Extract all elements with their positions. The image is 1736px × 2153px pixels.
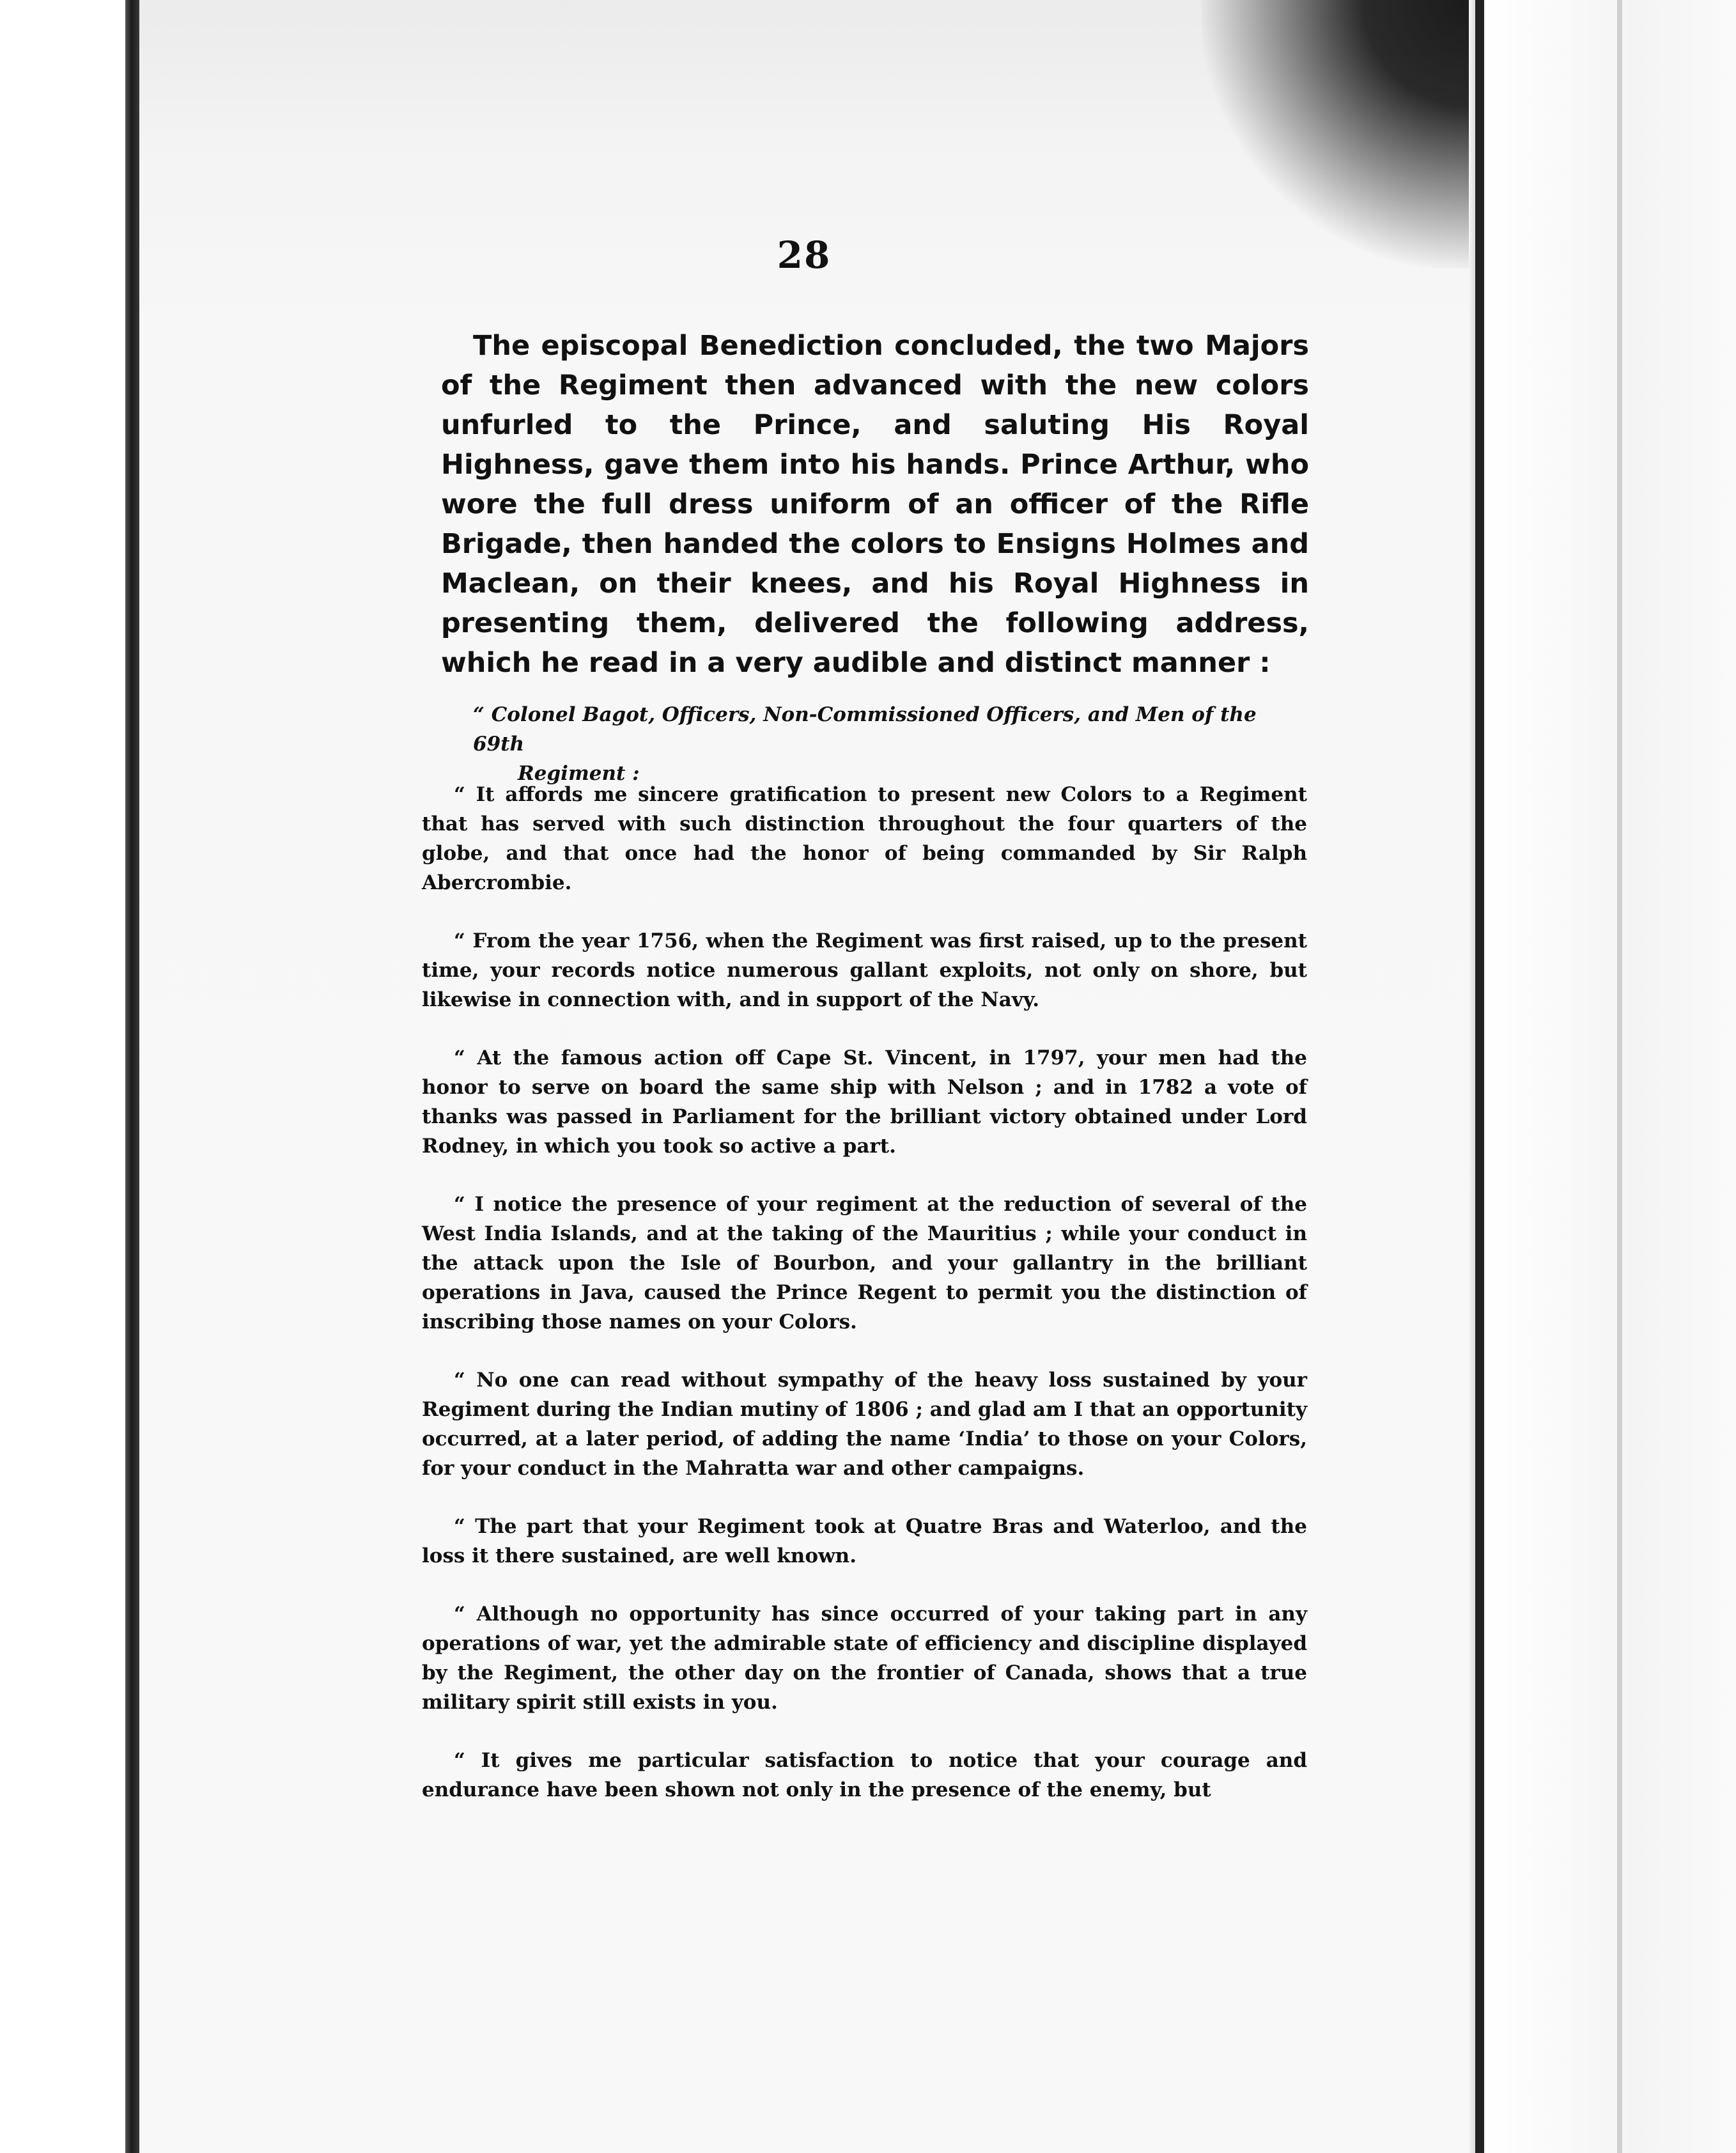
page-number: 28 (777, 233, 832, 277)
right-binding-edge (1475, 0, 1484, 2153)
address-paragraph: “ From the year 1756, when the Regiment was first raised, up to the present time, your records notice numerous gallant exploits, not only on shore, but likewise in connection with, and in support of the Navy. (422, 929, 1307, 1011)
address-paragraph: “ At the famous action off Cape St. Vincent, in 1797, your men had the honor to serve on board the same ship with Nelson ; and in 1782 a vote of thanks was passed in Parliament for the brilliant victory obtained under Lord Rodney, in which you took so active a part. (422, 1046, 1307, 1158)
salutation-line-2: Regiment : (518, 762, 640, 785)
address-paragraph: “ I notice the presence of your regiment at the reduction of several of the West India Islands, and at the taking of the Mauritius ; while your conduct in the attack upon the Isle of Bourbon, and your gallantry in the brilliant operations in Java, caused the Prince Regent to permit you the distinction of inscribing those names on your Colors. (422, 1193, 1307, 1333)
page-corner-shadow (1202, 0, 1470, 268)
right-page-edge-line (1617, 0, 1622, 2153)
address-paragraph: “ Although no opportunity has since occurred of your taking part in any operations of war, yet the admirable state of efficiency and discipline displayed by the Regiment, the other day on the frontier of Canada, shows that a true military spirit still exists in you. (422, 1603, 1307, 1714)
right-margin (1484, 0, 1736, 2153)
address-paragraph: “ No one can read without sympathy of the heavy loss sustained by your Regiment during the Indian mutiny of 1806 ; and glad am I that an opportunity occurred, at a later period, of adding the name ‘India’ to those on your Colors, for your conduct in the Mahratta war and other campaigns. (422, 1369, 1307, 1480)
address-paragraph: “ It gives me particular satisfaction to notice that your courage and endurance have been shown not only in the presence of the enemy, but (422, 1749, 1307, 1801)
salutation-line-1: “ Colonel Bagot, Officers, Non-Commissioned Officers, and Men of the 69th (473, 703, 1257, 756)
address-salutation (441, 700, 1310, 788)
address-body (422, 780, 1307, 1833)
intro-paragraph: The episcopal Benediction concluded, the two Majors of the Regiment then advanced with the new colors unfurled to the Prince, and saluting His Royal Highness, gave them into his hands. Prince Arthur, who wore the full dress uniform of an officer of the Rifle Brigade, then handed the colors to Ensigns Holmes and Maclean, on their knees, and his Royal Highness in presenting them, delivered the following address, which he read in a very audible and distinct manner : (441, 330, 1309, 679)
address-paragraph: “ It affords me sincere gratification to present new Colors to a Regiment that has served with such distinction throughout the four quarters of the globe, and that once had the honor of being commanded by Sir Ralph Abercrombie. (422, 783, 1307, 894)
left-binding-edge (125, 0, 139, 2153)
left-margin (0, 0, 134, 2153)
address-paragraph: “ The part that your Regiment took at Quatre Bras and Waterloo, and the loss it there sustained, are well known. (422, 1515, 1307, 1567)
